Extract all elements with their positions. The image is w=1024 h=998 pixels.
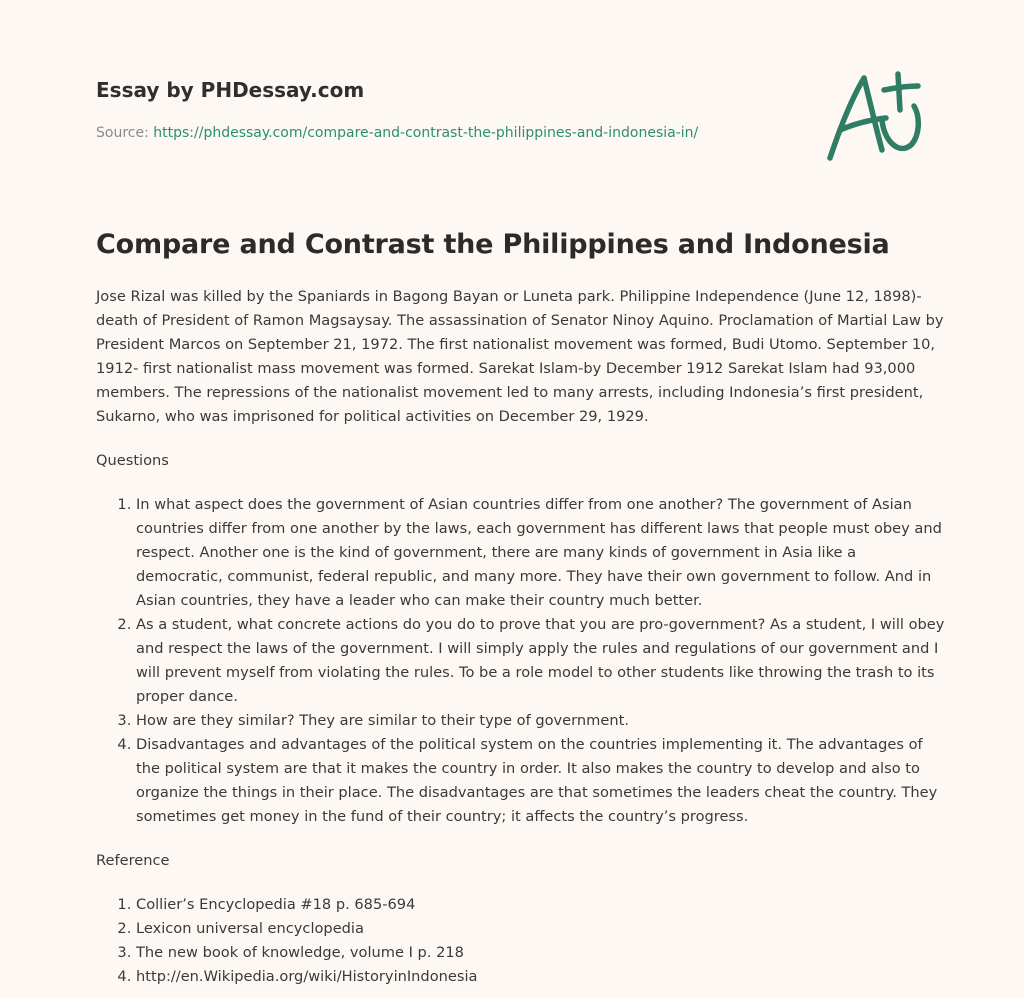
reference-heading: Reference [96, 852, 170, 869]
document-title: Compare and Contrast the Philippines and Indonesia [96, 229, 890, 260]
list-item: 3. The new book of knowledge, volume I p. 218 [136, 941, 946, 965]
source-link[interactable]: https://phdessay.com/compare-and-contrast-the-philippines-and-indonesia-in/ [153, 125, 699, 141]
list-item: 2. As a student, what concrete actions do you do to prove that you are pro-government? As a student, I will obey and respect the laws of the government. I will simply apply the rules and regulations of our government and I will prevent myself from violating the rules. To be a role model to other students like throwing the trash to its proper dance. [136, 613, 946, 709]
references-list [96, 893, 946, 989]
source-line [96, 124, 698, 142]
list-item: 3. How are they similar? They are similar to their type of government. [136, 709, 946, 733]
questions-heading: Questions [96, 452, 169, 469]
document-body [96, 285, 946, 989]
source-label: Source: [96, 125, 149, 141]
list-item: 4. Disadvantages and advantages of the political system on the countries implementing it. The advantages of the political system are that it makes the country in order. It also makes the country to develop and also to organize the things in their place. The disadvantages are that sometimes the leaders cheat the country. They sometimes get money in the fund of their country; it affects the country’s progress. [136, 733, 946, 829]
list-item: 1. Collier’s Encyclopedia #18 p. 685-694 [136, 893, 946, 917]
site-title: Essay by PHDessay.com [96, 78, 365, 102]
list-item: 4. http://en.Wikipedia.org/wiki/HistoryinIndonesia [136, 965, 946, 989]
intro-paragraph: Jose Rizal was killed by the Spaniards in Bagong Bayan or Luneta park. Philippine Independence (June 12, 1898)- death of President of Ramon Magsaysay. The assassination of Senator Ninoy Aquino. Proclamation of Martial Law by President Marcos on September 21, 1972. The first nationalist movement was formed, Budi Utomo. September 10, 1912- first nationalist mass movement was formed. Sarekat Islam-by December 1912 Sarekat Islam had 93,000 members. The repressions of the nationalist movement led to many arrests, including Indonesia’s first president, Sukarno, who was imprisoned for political activities on December 29, 1929. [96, 288, 944, 425]
a-plus-logo-icon [820, 66, 932, 166]
list-item: 2. Lexicon universal encyclopedia [136, 917, 946, 941]
questions-list [96, 493, 946, 829]
list-item: 1. In what aspect does the government of Asian countries differ from one another? The government of Asian countries differ from one another by the laws, each government has different laws that people must obey and respect. Another one is the kind of government, there are many kinds of government in Asia like a democratic, communist, federal republic, and many more. They have their own government to follow. And in Asian countries, they have a leader who can make their country much better. [136, 493, 946, 613]
